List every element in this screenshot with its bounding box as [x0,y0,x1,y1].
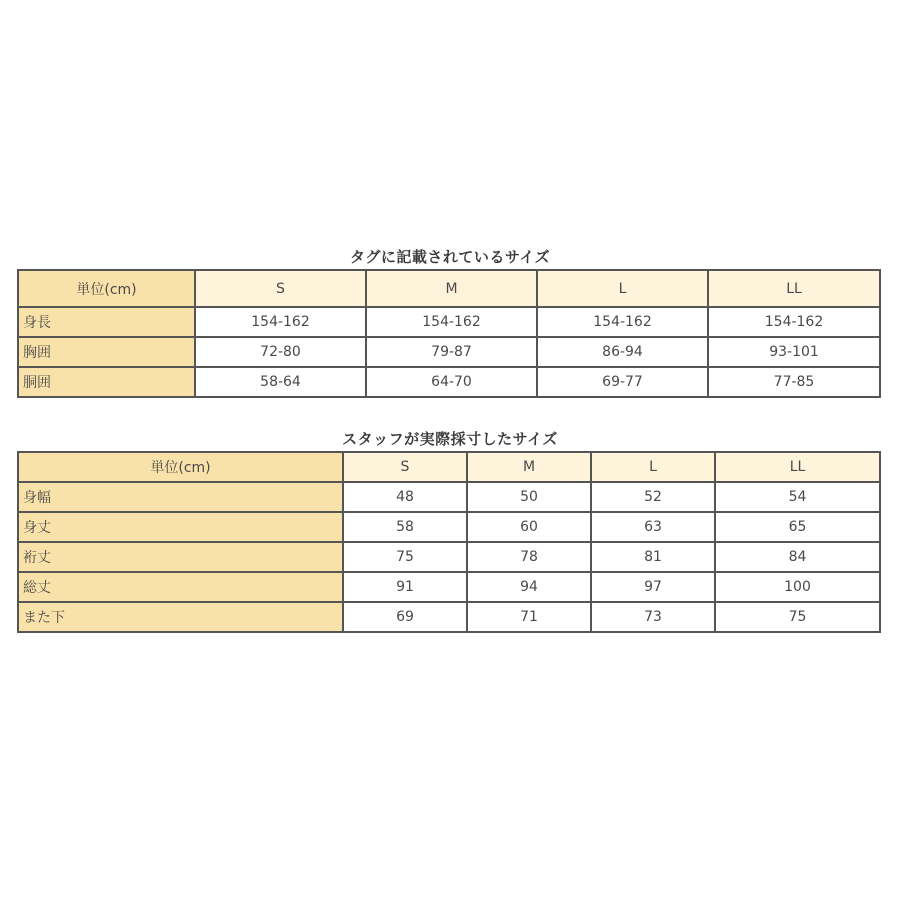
row-label: 総丈 [18,572,343,602]
row-label: 胸囲 [18,337,195,367]
table-cell: 77-85 [708,367,880,397]
table-cell: 69-77 [537,367,708,397]
size-header-ll: LL [715,452,880,482]
size-header-l: L [591,452,715,482]
size-header-m: M [366,270,537,307]
table-cell: 72-80 [195,337,366,367]
table-cell: 78 [467,542,591,572]
table-cell: 81 [591,542,715,572]
table-cell: 48 [343,482,467,512]
table-row [18,542,880,572]
row-label: 胴囲 [18,367,195,397]
row-label: 裄丈 [18,542,343,572]
unit-header: 単位(cm) [18,270,195,307]
size-header-m: M [467,452,591,482]
table-cell: 154-162 [537,307,708,337]
row-label: 身幅 [18,482,343,512]
table-cell: 91 [343,572,467,602]
tag-size-caption: タグに記載されているサイズ [349,248,551,266]
size-header-ll: LL [708,270,880,307]
table-cell: 154-162 [708,307,880,337]
table-cell: 65 [715,512,880,542]
table-cell: 52 [591,482,715,512]
tag-size-table [17,269,881,398]
table-cell: 94 [467,572,591,602]
table-cell: 154-162 [195,307,366,337]
table-cell: 69 [343,602,467,632]
table-row [18,572,880,602]
table-cell: 86-94 [537,337,708,367]
table-cell: 97 [591,572,715,602]
table-row [18,602,880,632]
table-header-row [18,270,880,307]
table-cell: 100 [715,572,880,602]
table-cell: 79-87 [366,337,537,367]
table-cell: 93-101 [708,337,880,367]
table-cell: 58-64 [195,367,366,397]
table-cell: 84 [715,542,880,572]
table-row [18,307,880,337]
table-cell: 154-162 [366,307,537,337]
table-cell: 73 [591,602,715,632]
table-row [18,337,880,367]
row-label: 身丈 [18,512,343,542]
table-cell: 71 [467,602,591,632]
row-label: また下 [18,602,343,632]
size-header-l: L [537,270,708,307]
table-cell: 50 [467,482,591,512]
table-cell: 58 [343,512,467,542]
table-header-row [18,452,880,482]
table-cell: 63 [591,512,715,542]
table-cell: 75 [715,602,880,632]
unit-header: 単位(cm) [18,452,343,482]
table-cell: 54 [715,482,880,512]
table-cell: 60 [467,512,591,542]
staff-size-caption: スタッフが実際採寸したサイズ [342,430,558,448]
row-label: 身長 [18,307,195,337]
size-header-s: S [195,270,366,307]
table-row [18,512,880,542]
table-row [18,482,880,512]
table-cell: 64-70 [366,367,537,397]
table-cell: 75 [343,542,467,572]
table-row [18,367,880,397]
staff-size-table [17,451,881,633]
size-header-s: S [343,452,467,482]
